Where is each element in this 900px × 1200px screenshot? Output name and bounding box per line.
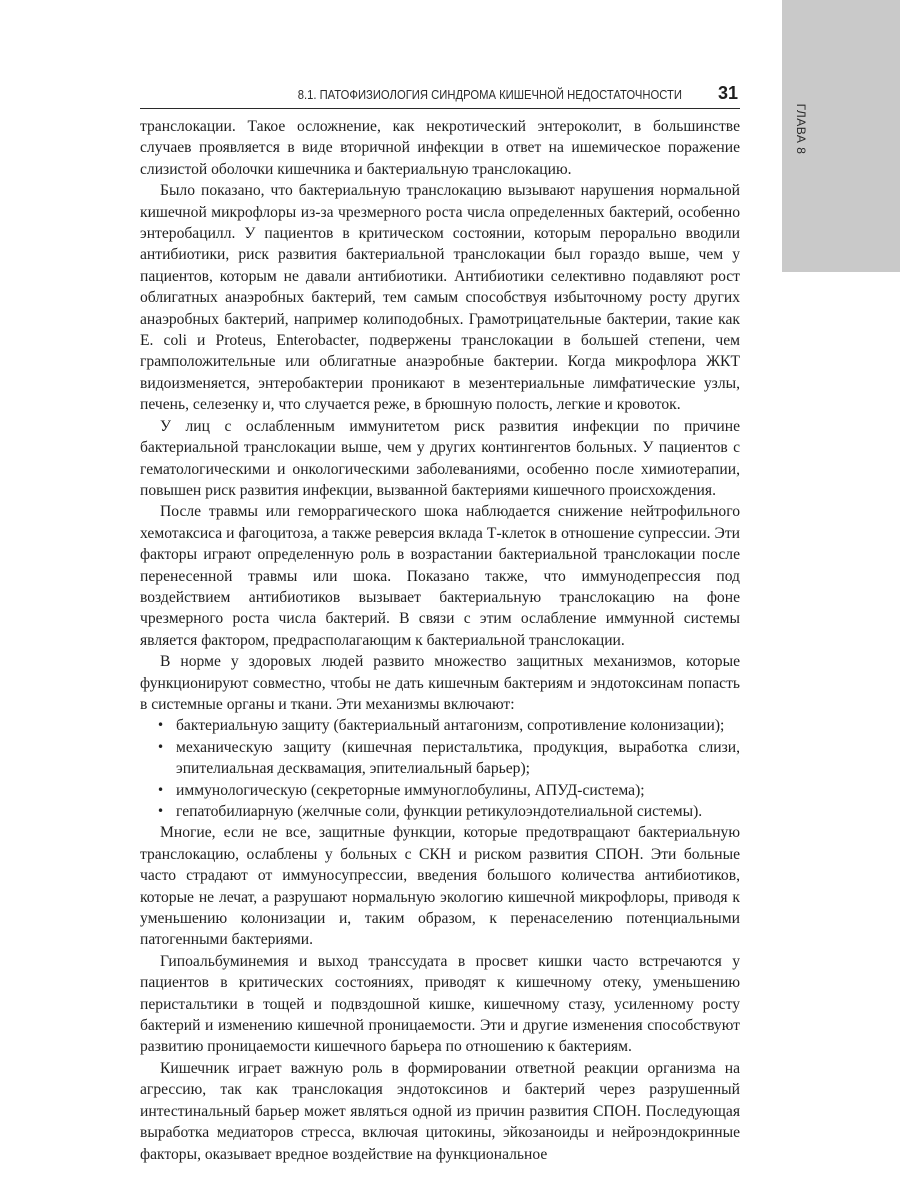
running-header: [140, 84, 740, 109]
list-item-text: механическую защиту (кишечная перистальтика, продукция, выработка слизи, эпителиальная десквамация, эпителиальный барьер);: [176, 738, 740, 778]
bullet-icon: •: [157, 782, 165, 797]
page-number: 31: [717, 83, 738, 103]
paragraph: В норме у здоровых людей развито множество защитных механизмов, которые функционируют совместно, чтобы не дать кишечным бактериям и эндотоксинам попасть в системные органы и ткани. Эти механизмы включают:: [140, 653, 740, 713]
paragraph: Кишечник играет важную роль в формировании ответной реакции организма на агрессию, так как транслокация эндотоксинов и бактерий через разрушенный интестинальный барьер может являться одной из причин развития СПОН. Последующая выработка медиаторов стресса, включая цитокины, эйкозаноиды и нейроэндокринные факторы, оказывает вредное воздействие на функциональное: [140, 1059, 740, 1163]
paragraph: У лиц с ослабленным иммунитетом риск развития инфекции по причине бактериальной транслокации выше, чем у других контингентов больных. У пациентов с гематологическими и онкологическими заболеваниями, особенно после химиотерапии, повышен риск развития инфекции, вызванной бактериями кишечного происхождения.: [140, 417, 740, 499]
paragraph: Гипоальбуминемия и выход транссудата в просвет кишки часто встречаются у пациентов в критических состояниях, приводят к кишечному отеку, уменьшению перистальтики в тощей и подвздошной кишке, кишечному стазу, усиленному росту бактерий и изменению кишечной проницаемости. Эти и другие изменения способствуют развитию проницаемости кишечного барьера по отношению к бактериям.: [140, 952, 740, 1056]
chapter-tab-label: ГЛАВА 8: [794, 103, 808, 155]
defense-mechanisms-list: [140, 715, 740, 822]
bullet-icon: •: [157, 804, 165, 818]
list-item: [140, 801, 740, 822]
paragraph: После травмы или геморрагического шока наблюдается снижение нейтрофильного хемотаксиса и фагоцитоза, а также реверсия вклада Т-клеток в отношение супрессии. Эти факторы играют определенную роль в возрастании бактериальной транслокации после перенесенной травмы или шока. Показано также, что иммунодепрессия под воздействием антибиотиков вызывает бактериальную транслокацию на фоне чрезмерного роста числа бактерий. В связи с этим ослабление иммунной системы является фактором, предрасполагающим к бактериальной транслокации.: [140, 503, 740, 649]
list-item: [140, 780, 740, 801]
list-item-text: гепатобилиарную (желчные соли, функции ретикулоэндотелиальной системы).: [176, 803, 703, 820]
paragraph: транслокации. Такое осложнение, как некротический энтероколит, в большинстве случаев проявляется в виде вторичной инфекции в ответ на ишемическое поражение слизистой оболочки кишечника и бактериальную транслокацию.: [140, 118, 740, 178]
list-item-text: иммунологическую (секреторные иммуноглобулины, АПУД-система);: [176, 781, 645, 799]
list-item: [140, 715, 740, 736]
running-title: 8.1. ПАТОФИЗИОЛОГИЯ СИНДРОМА КИШЕЧНОЙ НЕДОСТАТОЧНОСТИ: [297, 88, 682, 102]
list-item-text: бактериальную защиту (бактериальный антагонизм, сопротивление колонизации);: [176, 717, 725, 735]
bullet-icon: •: [157, 718, 165, 733]
paragraph: Было показано, что бактериальную транслокацию вызывают нарушения нормальной кишечной микрофлоры из-за чрезмерного роста числа определенных бактерий, особенно энтеробацилл. У пациентов в критическом состоянии, которым перорально вводили антибиотики, риск развития бактериальной транслокации был гораздо выше, чем у пациентов, которым не давали антибиотики. Антибиотики селективно подавляют рост облигатных анаэробных бактерий, тем самым способствуя избыточному росту других анаэробных бактерий, например колиподобных. Грамотрицательные бактерии, такие как E. coli и Proteus, Enterobacter, подвержены транслокации в большей степени, чем грамположительные или облигатные анаэробные бактерии. Когда микрофлора ЖКТ видоизменяется, энтеробактерии проникают в мезентериальные лимфатические узлы, печень, селезенку и, что случается реже, в брюшную полость, легкие и кровоток.: [140, 182, 740, 414]
body-text: [140, 116, 740, 1165]
paragraph: Многие, если не все, защитные функции, которые предотвращают бактериальную транслокацию, ослаблены у больных с СКН и риском развития СПОН. Эти больные часто страдают от иммуносупрессии, введения большого количества антибиотиков, которые не лечат, а разрушают нормальную экологию кишечной микрофлоры, приводя к уменьшению колонизации и, таким образом, к перенаселению потенциальными патогенными бактериями.: [140, 824, 740, 949]
bullet-icon: •: [157, 739, 165, 754]
list-item: [140, 737, 740, 780]
